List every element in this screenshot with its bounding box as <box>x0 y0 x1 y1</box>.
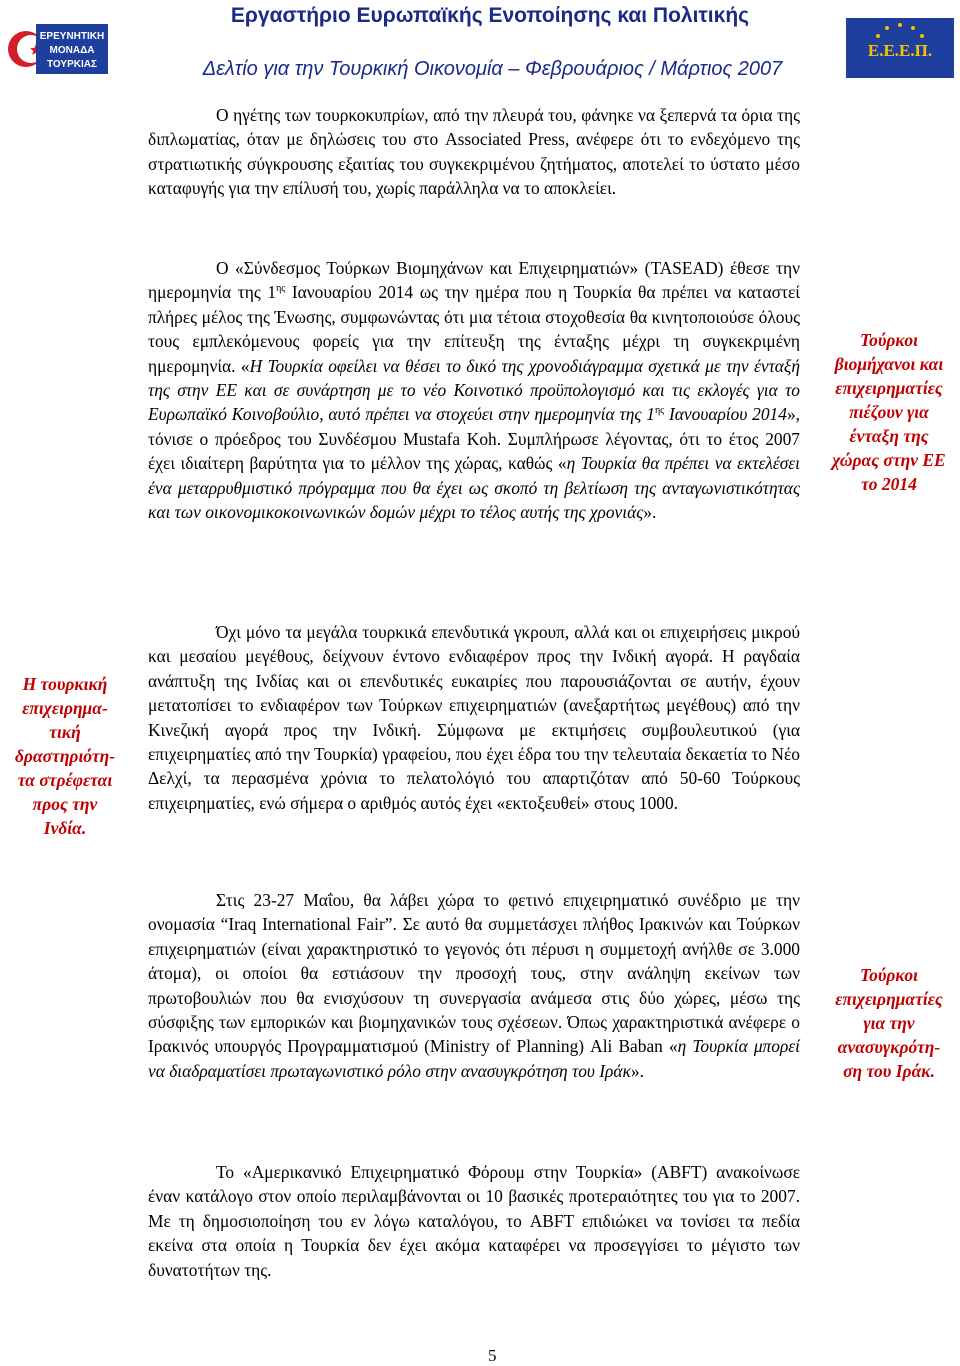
research-unit-logo <box>6 22 110 76</box>
paragraph-1-text: Ο ηγέτης των τουρκοκυπρίων, από την πλευρά του, φάνηκε να ξεπερνά τα όρια της διπλωματίας, όταν με δηλώσεις του στο Associated Press, ανέφερε ότι το ενδεχόμενο της στρατιωτικής σύγκρουσης εξαιτίας του συγκεκριμένου ζητήματος, αποτελεί το ύστατο μέσο καταφυγής για την επίλυσή του, χωρίς παράλληλα να το αποκλείει. <box>148 105 800 199</box>
paragraph-1 <box>148 103 800 201</box>
logo-line2: ΜΟΝΑΔΑ <box>49 45 95 56</box>
paragraph-2-part-b: Ιανουαρίου 2014 ως την ημέρα που η Τουρκία θα πρέπει να καταστεί πλήρες μέλος της Ένωσης, συμφωνώντας ότι μια τέτοια στοχοθεσία θα κινητοποιούσε όλους τους εμπλεκόμενους φορείς για την επίτευξη της ένταξης μέχρι τη συγκεκριμένη ημερομηνία. « <box>148 282 800 376</box>
paragraph-4-part-a: Στις 23-27 Μαΐου, θα λάβει χώρα το φετινό επιχειρηματικό συνέδριο με την ονομασία “Iraq International Fair”. Σε αυτό θα συμμετάσχει πλήθος Ιρακινών και Τούρκων επιχειρηματιών (είναι χαρακτηριστικό το γεγονός ότι πέρυσι η συμμετοχή ανήλθε σε 3.000 άτομα), οι οποίοι θα εστιάσουν την προσοχή τους, στην ανάληψη εκείνων των πρωτοβουλιών που θα ενισχύσουν τη συνεργασία ανάμεσα στις δύο χώρες, μέσω της σύσφιξης των εμπορικών και βιομηχανικών τους σχέσεων. Όπως χαρακτηριστικά ανέφερε ο Ιρακινός υπουργός Προγραμματισμού (Ministry of Planning) Ali Baban « <box>148 890 800 1057</box>
logo-line1: ΕΡΕΥΝΗΤΙΚΗ <box>39 31 105 42</box>
logo-line3: ΤΟΥΡΚΙΑΣ <box>47 59 97 70</box>
paragraph-3-text: Όχι μόνο τα μεγάλα τουρκικά επενδυτικά γκρουπ, αλλά και οι επιχειρήσεις μικρού και μεσαίου μεγέθους, δείχνουν έντονο ενδιαφέρον προς την Ινδική αγορά. Η ραγδαία ανάπτυξη της Ινδίας και οι επενδυτικές ευκαιρίες που παρουσιάζονται σε αυτήν, έχουν μετατοπίσει το ενδιαφέρον των Τούρκων επιχειρηματιών (ανεξαρτήτως μεγέθους) από την Κινεζική αγορά προς την Ινδική. Σύμφωνα με εκτιμήσεις συμβουλευτικού (για επιχειρηματίες από την Τουρκία) γραφείου, που έχει έδρα του την τελευταία δεκαετία το Νέο Δελχί, τα περασμένα χρόνια το πελατολόγιό του απαρτιζόταν από 50-60 Τούρκους επιχειρηματίες, ενώ σήμερα ο αριθμός αυτός έχει «εκτοξευθεί» στους 1000. <box>148 622 800 813</box>
eeep-logo <box>846 18 954 78</box>
quote-italic: Ιανουαρίου 2014 <box>664 404 787 425</box>
margin-note-iraq: Τούρκοι επιχειρηματίες για την ανασυγκρότη- ση του Ιράκ. <box>835 965 943 1081</box>
eeep-logo-text: Ε.Ε.Ε.Π. <box>867 41 933 60</box>
paragraph-4 <box>148 888 800 1083</box>
page-number: 5 <box>488 1346 497 1365</box>
paragraph-4-part-c: ». <box>630 1060 644 1081</box>
paragraph-2-part-e: », τόνισε ο πρόεδρος του Συνδέσμου Mustafa Koh. Συμπλήρωσε λέγοντας, ότι το έτος 2007 έχει ιδιαίτερη βαρύτητα για το μέλλον της χώρας, καθώς « <box>148 404 800 474</box>
header-title: Εργαστήριο Ευρωπαϊκής Ενοποίησης και Πολιτικής <box>230 4 750 27</box>
paragraph-2-part-a: Ο «Σύνδεσμος Τούρκων Βιομηχάνων και Επιχειρηματιών» (TASEAD) έθεσε την ημερομηνία της 1 <box>148 258 800 303</box>
quote-italic: η Τουρκία θα πρέπει να εκτελέσει ένα μεταρρυθμιστικό πρόγραμμα που θα έχει ως σκοπό τη βελτίωση της ανταγωνιστικότητας και των οικονομικοκοινωνικών δομών μέχρι το τέλος αυτής της χρονιάς <box>148 453 800 523</box>
paragraph-5 <box>148 1160 800 1282</box>
paragraph-2-part-g: ». <box>643 502 657 523</box>
paragraph-3 <box>148 620 800 815</box>
paragraph-5-text: Το «Αμερικανικό Επιχειρηματικό Φόρουμ στην Τουρκία» (ABFT) ανακοίνωσε έναν κατάλογο στον οποίο περιλαμβάνονται οι 10 βασικές προτεραιότητες του για το 2007. Με τη δημοσιοποίηση του εν λόγω καταλόγου, το ABFT επιδιώκει να τονίσει τα πεδία εκείνα στα οποία η Τουρκία δεν έχει ακόμα καταφέρει να προσεγγίσει το μέγιστο των δυνατοτήτων της. <box>148 1162 800 1280</box>
quote-italic: Η Τουρκία οφείλει να θέσει το δικό της χρονοδιάγραμμα σχετικά με την ένταξή της στην ΕΕ και σε συνάρτηση με το νέο Κοινοτικό προϋπολογισμό και τις εκλογές για το Ευρωπαϊκό Κοινοβούλιο, αυτό πρέπει να στοχεύει στην ημερομηνία της 1 <box>148 355 800 425</box>
margin-note-india: Η τουρκική επιχειρημα- τική δραστηριότη- τα στρέφεται προς την Ινδία. <box>14 674 116 838</box>
superscript: ης <box>654 405 665 417</box>
header-subtitle: Δελτίο για την Τουρκική Οικονομία – Φεβρουάριος / Μάρτιος 2007 <box>202 58 783 80</box>
quote-italic: η Τουρκία μπορεί να διαδραματίσει πρωταγωνιστικό ρόλο στην ανασυγκρότηση του Ιράκ <box>148 1036 800 1081</box>
margin-note-tasead: Τούρκοι βιομήχανοι και επιχειρηματίες πιέζουν για ένταξη της χώρας στην ΕΕ το 2014 <box>832 330 946 494</box>
paragraph-2 <box>148 256 800 524</box>
superscript: ης <box>276 283 286 295</box>
